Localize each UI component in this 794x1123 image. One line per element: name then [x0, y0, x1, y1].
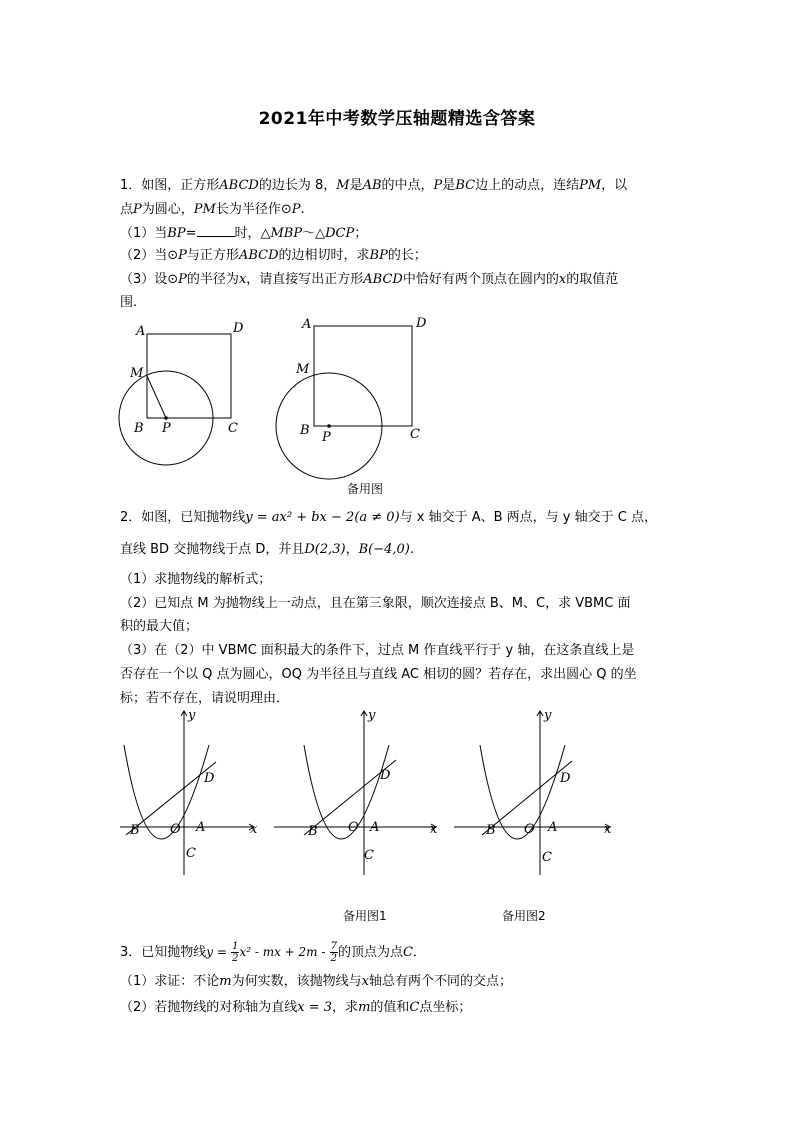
- fraction-denominator: 2: [232, 953, 239, 964]
- q3-part1: [120, 972, 680, 992]
- label-d: D: [560, 771, 571, 786]
- q2-part3-line2: 否存在一个以 Q 点为圆心，OQ 为半径且与直线 AC 相切的圆？若存在，求出圆心 Q 的坐: [120, 667, 637, 682]
- q1-var: P: [133, 202, 142, 217]
- q1-text: 为圆心，: [141, 202, 194, 217]
- q3-var: C: [409, 1000, 420, 1015]
- label-c: C: [410, 427, 420, 442]
- q1-text: 是: [442, 178, 456, 193]
- caption-backup-2: 备用图2: [502, 909, 546, 923]
- q1-text: ；: [354, 226, 368, 241]
- label-d: D: [204, 771, 215, 786]
- label-d: D: [233, 321, 244, 336]
- q3-var: m: [358, 1000, 371, 1015]
- label-c: C: [228, 421, 238, 436]
- label-a: A: [136, 324, 146, 339]
- q1-part2: [120, 246, 680, 266]
- q3-text: 点坐标；: [419, 1000, 472, 1015]
- label-x: x: [430, 822, 438, 837]
- q1-text: 是: [349, 178, 363, 193]
- q3-text: 轴总有两个不同的交点；: [368, 974, 512, 989]
- label-c: C: [186, 846, 196, 861]
- q3-part2: [120, 998, 680, 1018]
- q2-point-b: B(−4,0): [358, 542, 410, 557]
- segment-pm: [147, 376, 166, 418]
- fraction-numerator: 7: [330, 941, 337, 952]
- point-p: [164, 416, 168, 420]
- q1-text: 的边长为 8，: [258, 178, 337, 193]
- q1-var: M: [336, 178, 350, 193]
- q1-figure-2: [270, 310, 440, 480]
- label-d: D: [380, 768, 391, 783]
- label-m: M: [296, 362, 310, 377]
- q2-part1: （1）求抛物线的解析式；: [120, 572, 272, 587]
- q1-text: 与正方形: [186, 248, 239, 263]
- q3-var: x = 3: [297, 1000, 333, 1015]
- q1-var: x: [558, 272, 567, 287]
- q1-text: 点: [120, 202, 134, 217]
- q1-text: （1）当: [120, 226, 168, 241]
- q1-text: ，以: [601, 178, 628, 193]
- q2-stem-line1: [120, 508, 680, 528]
- q3-var: m: [219, 974, 232, 989]
- q1-var: P: [291, 202, 301, 217]
- square-abcd: [314, 326, 412, 426]
- q3-eq-part: x² - mx + 2m -: [239, 945, 326, 959]
- q1-text: （3）设⊙: [120, 272, 179, 287]
- q1-text: 的半径为: [186, 272, 239, 287]
- fraction-seven-halves: [330, 941, 338, 964]
- label-d: D: [416, 316, 427, 331]
- q1-text: 的边相切时，求: [278, 248, 370, 263]
- q1-text: 围.: [120, 295, 138, 310]
- label-o: O: [348, 820, 359, 835]
- answer-blank[interactable]: [197, 222, 235, 237]
- q2-text: 直线 BD 交抛物线于点 D，并且: [120, 542, 305, 557]
- q3-var: C: [402, 945, 413, 960]
- q3-text: （2）若抛物线的对称轴为直线: [120, 1000, 298, 1015]
- q1-text: （2）当⊙: [120, 248, 179, 263]
- q3-text: ．: [412, 945, 426, 960]
- label-c: C: [364, 848, 374, 863]
- label-b: B: [308, 824, 318, 839]
- fraction-numerator: 1: [232, 941, 239, 952]
- q2-stem-line2: [120, 540, 680, 560]
- label-y: y: [368, 708, 376, 723]
- q1-stem-line1: [120, 176, 680, 196]
- q1-var: PM: [193, 202, 216, 217]
- q3-eq-part: y =: [206, 945, 227, 959]
- q3-text: （1）求证：不论: [120, 974, 220, 989]
- q1-var: BP: [167, 226, 186, 241]
- q3-text: ，求: [332, 1000, 359, 1015]
- q1-var: P: [178, 272, 187, 287]
- label-b: B: [130, 823, 140, 838]
- label-b: B: [486, 823, 496, 838]
- q1-var: DCP: [325, 226, 355, 241]
- q1-text: 1．如图，正方形: [120, 178, 220, 193]
- q1-text: 的取值范: [566, 272, 619, 287]
- q1-var: PM: [579, 178, 602, 193]
- caption-backup: 备用图: [347, 482, 384, 496]
- q1-stem-line2: [120, 200, 680, 220]
- label-b: B: [134, 421, 144, 436]
- label-a: A: [370, 820, 380, 835]
- q1-text: 的长；: [387, 248, 427, 263]
- label-x: x: [250, 822, 258, 837]
- point-p: [327, 424, 331, 428]
- q1-text: 的中点，: [381, 178, 434, 193]
- q2-text: 与 x 轴交于 A、B 两点，与 y 轴交于 C 点，: [399, 510, 657, 525]
- q2-equation: y = ax² + bx − 2(a ≠ 0): [245, 510, 400, 525]
- q1-text: 中恰好有两个顶点在圆内的: [402, 272, 559, 287]
- q1-figure-1: [110, 318, 250, 473]
- label-c: C: [542, 850, 552, 865]
- q1-var: ABCD: [219, 178, 259, 193]
- q1-text: 长为半径作⊙: [215, 202, 292, 217]
- label-p: P: [162, 421, 171, 436]
- q2-part3-line3: 标；若不存在，请说明理由．: [120, 691, 290, 706]
- q1-text: ～△: [302, 226, 326, 241]
- q2-text: .: [409, 542, 415, 557]
- label-y: y: [544, 708, 552, 723]
- q2-text: 2．如图，已知抛物线: [120, 510, 246, 525]
- q2-part3-line1: （3）在（2）中 VBMC 面积最大的条件下，过点 M 作直线平行于 y 轴，在这条直线上是: [120, 643, 635, 658]
- label-a: A: [196, 820, 206, 835]
- q2-text: ，: [345, 542, 359, 557]
- q1-text: 时，△: [234, 226, 271, 241]
- label-y: y: [188, 708, 196, 723]
- q3-stem: [120, 938, 680, 966]
- q1-var: x: [238, 272, 247, 287]
- q3-text: 3．已知抛物线: [120, 945, 207, 960]
- q2-part2-line2: 积的最大值；: [120, 619, 199, 634]
- q1-var: AB: [362, 178, 382, 193]
- q1-var: BC: [455, 178, 476, 193]
- q1-var: MBP: [270, 226, 303, 241]
- label-b: B: [300, 423, 310, 438]
- q1-var: ABCD: [238, 248, 279, 263]
- q2-figure-3: [448, 705, 618, 880]
- q1-text: 边上的动点，连结: [475, 178, 580, 193]
- q2-figure-1: [112, 705, 262, 880]
- label-o: O: [524, 822, 535, 837]
- label-o: O: [170, 822, 181, 837]
- q1-part1: [120, 222, 680, 244]
- square-abcd: [147, 334, 231, 418]
- q1-text: =: [185, 226, 197, 241]
- caption-backup-1: 备用图1: [343, 909, 387, 923]
- q1-var: ABCD: [363, 272, 403, 287]
- label-p: P: [322, 430, 331, 445]
- q1-var: BP: [369, 248, 388, 263]
- q1-text: .: [300, 202, 305, 217]
- q1-text: ，请直接写出正方形: [246, 272, 364, 287]
- q1-var: P: [178, 248, 187, 263]
- q3-var: x: [361, 974, 369, 989]
- page-title: 2021年中考数学压轴题精选含答案: [258, 109, 536, 129]
- q3-text: 为何实数，该抛物线与: [231, 974, 362, 989]
- label-x: x: [604, 822, 612, 837]
- label-a: A: [548, 820, 558, 835]
- q3-text: 的值和: [370, 1000, 410, 1015]
- q2-part2-line1: （2）已知点 M 为抛物线上一动点，且在第三象限，顺次连接点 B、M、C，求 VBMC 面: [120, 596, 631, 611]
- q2-figure-2: [268, 705, 443, 880]
- q3-text: 的顶点为点: [337, 945, 403, 960]
- q1-part3: [120, 270, 680, 290]
- fraction-denominator: 2: [330, 953, 337, 964]
- q1-var: P: [433, 178, 443, 193]
- q2-point-d: D(2,3): [304, 542, 346, 557]
- label-a: A: [302, 317, 312, 332]
- label-m: M: [130, 366, 144, 381]
